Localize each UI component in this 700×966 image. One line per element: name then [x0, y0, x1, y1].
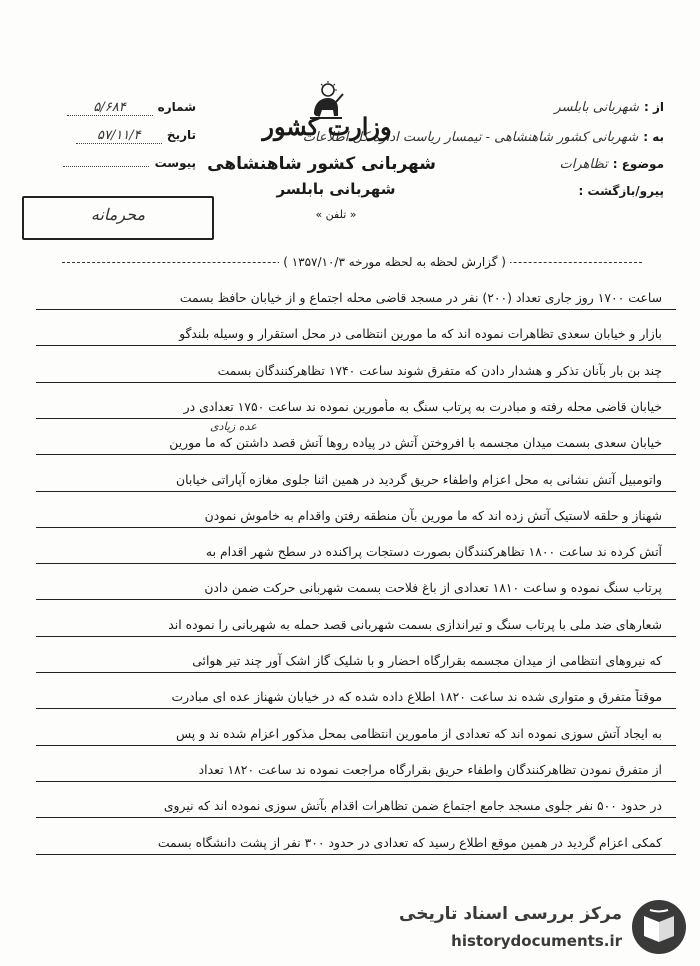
body-line: خیابان قاضی محله رفته و مبادرت به پرتاب سنگ به مأمورین نموده ند ساعت ۱۷۵۰ تعدادی در	[183, 398, 662, 414]
confidential-stamp	[22, 196, 214, 240]
body-line-rule	[36, 599, 676, 600]
attachment-row	[46, 152, 196, 171]
body-line: بازار و خیابان سعدی تظاهرات نموده اند که ما مورین انتظامی در محل استقرار و وسیله بلندگو	[179, 326, 662, 342]
attachment-value	[63, 154, 149, 167]
watermark-site: historydocuments.ir	[451, 932, 622, 950]
date-row	[46, 124, 196, 144]
body-line-rule	[36, 636, 676, 637]
to-label: به :	[643, 130, 664, 144]
phone-line: « تلفن »	[315, 208, 357, 221]
date-value: ۵۷/۱۱/۴	[76, 128, 162, 144]
body-line-rule	[36, 708, 676, 709]
watermark-title: مرکز بررسی اسناد تاریخی	[399, 904, 622, 924]
body-line: ساعت ۱۷۰۰ روز جاری تعداد (۲۰۰) نفر در مسجد قاضی محله اجتماع و از خیابان حافظ بسمت	[179, 290, 662, 305]
report-title: ( گزارش لحظه به لحظه مورخه ۱۳۵۷/۱۰/۳ )	[279, 255, 510, 269]
book-logo-icon	[630, 898, 688, 956]
number-value: ۵/۶۸۴	[67, 100, 153, 116]
from-label: از :	[644, 100, 664, 114]
body-line: شعارهای ضد ملی با پرتاب سنگ و تیراندازی بسمت شهربانی قصد حمله به شهربانی را نموده اند	[168, 616, 662, 632]
body-line-rule	[36, 418, 676, 419]
attachment-label: پیوست	[154, 156, 196, 170]
body-line: واتومبیل آتش نشانی به محل اعزام واطفاء حریق گردید در همین اثنا جلوی مغازه آپاراتی خیابان	[176, 471, 662, 487]
body-line-rule	[36, 672, 676, 673]
body-line-rule	[36, 382, 676, 383]
archive-watermark	[388, 898, 688, 958]
from-value: شهربانی بابلسر	[554, 100, 639, 115]
body-line-rule	[36, 854, 676, 855]
body-line: از متفرق نمودن تظاهرکنندگان واطفاء حریق بقرارگاه مراجعت نموده ند ساعت ۱۸۲۰ تعداد	[198, 761, 662, 777]
body-line: چند بن بار بآنان تذکر و هشدار دادن که متفرق شوند ساعت ۱۷۴۰ تظاهرکنندگان بسمت	[217, 362, 662, 378]
number-row	[46, 96, 196, 116]
to-value: شهربانی کشور شاهنشاهی - تیمسار ریاست اداره کل اطلاعات	[302, 130, 639, 145]
body-line-rule	[36, 563, 676, 564]
margin-note: عده زیادی	[210, 420, 257, 433]
body-line: شهناز و حلقه لاستیک آتش زده اند که ما مورین بآن منطقه رفتن واقدام به خاموش نمودن	[204, 507, 662, 523]
body-line: به ایجاد آتش سوزی نموده اند که تعدادی از مامورین انتظامی بمحل مذکور اعزام شده ند و پس	[176, 725, 662, 741]
subject-label: موضوع :	[612, 157, 664, 171]
followup-label: پیرو/بازگشت :	[578, 184, 664, 198]
body-line: پرتاب سنگ نموده و ساعت ۱۸۱۰ تعدادی از باغ فلاحت بسمت شهربانی حرکت ضمن دادن	[204, 580, 662, 596]
from-row	[554, 96, 664, 115]
body-line: در حدود ۵۰۰ نفر جلوی مسجد جامع اجتماع ضمن تظاهرات اقدام بآتش سوزی نموده اند که نیروی	[163, 798, 662, 814]
body-line-rule	[36, 454, 676, 455]
body-line-rule	[36, 817, 676, 818]
body-line: موقتاً متفرق و متواری شده ند ساعت ۱۸۲۰ اطلاع داده شده که در خیابان شهناز عده ای مبادرت	[171, 689, 662, 705]
body-line-rule	[36, 527, 676, 528]
date-label: تاریخ	[166, 128, 196, 142]
followup-row	[579, 180, 665, 199]
body-line-rule	[36, 781, 676, 782]
body-line-rule	[36, 745, 676, 746]
municipality-title: شهربانی کشور شاهنشاهی	[207, 154, 436, 174]
ministry-title: وزارت کشور	[262, 112, 392, 141]
stamp-text: محرمانه	[90, 205, 146, 224]
subject-row	[560, 153, 664, 172]
body-line-rule	[36, 491, 676, 492]
body-line: کمکی اعزام گردید در همین موقع اطلاع رسید که تعدادی در حدود ۳۰۰ نفر از پشت دانشگاه بسمت	[157, 834, 662, 850]
body-line-rule	[36, 345, 676, 346]
body-line: خیابان سعدی بسمت میدان مجسمه با افروختن آتش در پیاده روها آتش قصد داشتن که ما مورین	[169, 435, 662, 451]
subject-value: تظاهرات	[559, 157, 608, 172]
city-title: شهربانی بابلسر	[276, 180, 396, 198]
body-line-rule	[36, 309, 676, 310]
body-line: که نیروهای انتظامی از میدان مجسمه بقرارگاه احضار و با شلیک گاز اشک آور چند تیر هوائی	[192, 653, 662, 668]
number-label: شماره	[157, 100, 196, 114]
body-line: آتش کرده ند ساعت ۱۸۰۰ تظاهرکنندگان بصورت دستجات پراکنده در سطح شهر اقدام به	[205, 544, 662, 560]
